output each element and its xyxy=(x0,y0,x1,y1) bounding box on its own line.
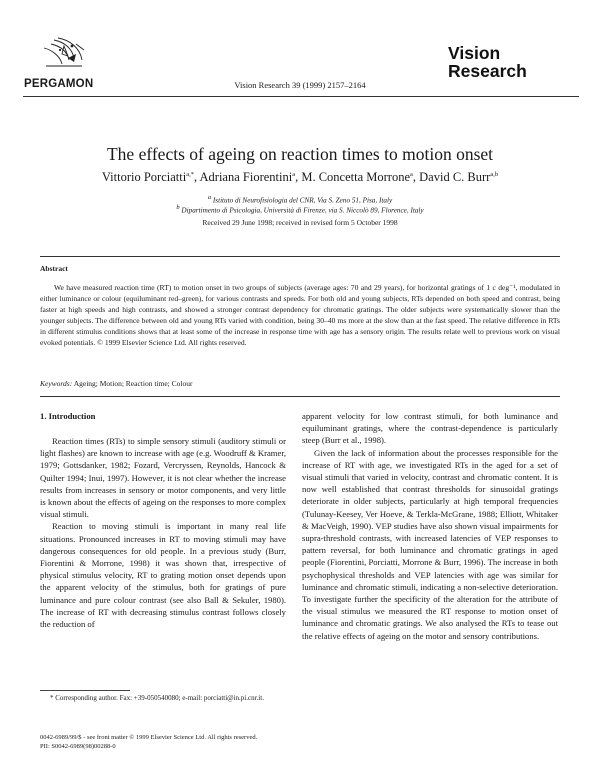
footnote-rule xyxy=(40,690,130,691)
author-affiliation-marker: a xyxy=(292,170,296,178)
author-affiliation-marker: a,* xyxy=(186,170,194,178)
section-heading: 1. Introduction xyxy=(40,411,96,421)
keywords xyxy=(40,379,192,388)
author-name: M. Concetta Morrone xyxy=(301,170,411,184)
affiliation-a xyxy=(0,194,600,204)
affiliation-marker: b xyxy=(176,204,180,211)
affiliation-text: Istituto di Neurofisiologia del CNR, Via S. Zeno 51, Pisa, Italy xyxy=(212,196,393,205)
author-affiliation-marker: a xyxy=(410,170,413,178)
copyright-line: 0042-6989/99/$ - see front matter © 1999 Elsevier Science Ltd. All rights reserved. xyxy=(40,734,258,741)
author-name: Adriana Fiorentini xyxy=(199,170,293,184)
author-separator: , xyxy=(295,170,302,184)
author-list xyxy=(0,170,600,185)
header-rule xyxy=(23,96,579,97)
affiliation-b xyxy=(0,204,600,214)
keywords-label: Keywords: xyxy=(40,379,73,388)
left-column xyxy=(40,435,286,630)
body-paragraph: Given the lack of information about the processes responsible for the increase of RT with age, we investigated RTs in the aged for a set of visual stimuli that varied in velocity, contrast and chromatic content. It is now well established that contrast thresholds for sinusoidal gratings deteriorate in older subjects, particularly at high temporal frequencies (Tulunay-Keesey, Ver Hoeve, & Terkla-McGrane, 1988; Elliott, Whitaker & MacVeigh, 1990). VEP studies have also shown visual impairments for supra-threshold contrasts, with increased latencies of VEP responses to pattern reversal, for both luminance and chromatic gratings in aged people (Fiorentini, Porciatti, Morrone & Burr, 1996). The increase in both psychophysical thresholds and VEP latencies with age was similar for luminance and chromatic stimuli, indicating a non-selective deterioration. To investigate further the specificity of the alteration for the attribute of the visual stimulus we measured the RT response to motion onset of luminance and chromatic gratings. We also analysed the RTs to tease out the relative effects of ageing on the motor and sensory contributions. xyxy=(302,447,558,641)
abstract-text: We have measured reaction time (RT) to motion onset in two groups of subjects (average ages: 70 and 29 years), for horizontal gratings of 1 c deg⁻¹, modulated in either luminance or colour (equiluminant red–green), for various contrasts and speeds. For both old and young subjects, RTs depended on both speed and contrast, being faster at high speeds and high contrasts, and showed a stronger contrast dependency for chromatic gratings. The older subjects were systematically slower than the younger subjects. The difference between old and young RTs varied with condition, being 30–40 ms more at the slow than at the fast speed. The relative difference in RTs in different stimulus conditions shows that at least some of the increase in response time with age has a sensory origin. The results relate well to previous work on visual evoked potentials. © 1999 Elsevier Science Ltd. All rights reserved. xyxy=(40,283,560,348)
affiliation-text: Dipartimento di Psicologia, Università di Firenze, via S. Niccolò 89, Florence, Italy xyxy=(181,206,424,215)
abstract-heading: Abstract xyxy=(40,264,68,273)
journal-reference: Vision Research 39 (1999) 2157–2164 xyxy=(234,80,366,90)
journal-title-line2: Research xyxy=(448,61,527,81)
abstract-bottom-rule xyxy=(40,396,560,397)
keywords-list: Ageing; Motion; Reaction time; Colour xyxy=(73,379,193,388)
abstract-top-rule xyxy=(40,256,560,257)
pii-line: PII: S0042-6989(98)00288-0 xyxy=(40,743,116,750)
author-separator: , xyxy=(412,170,420,184)
body-paragraph: Reaction to moving stimuli is important in many real life situations. Pronounced increases in RT to moving stimuli may have dangerous consequences for old people. In a previous study (Burr, Fiorentini & Morrone, 1998) it was shown that, irrespective of physical stimulus velocity, RT to grating motion onset depends upon the apparent velocity of the stimulus, both for gratings of pure luminance and pure colour contrast (see also Ball & Sekuler, 1980). The increase of RT with decreasing stimulus contrast follows closely the reduction of xyxy=(40,521,286,630)
body-paragraph-continued: apparent velocity for low contrast stimuli, for both luminance and equiluminant gratings, where the contrast-dependence is particularly steep (Burr et al., 1998). xyxy=(302,411,558,446)
article-title: The effects of ageing on reaction times to motion onset xyxy=(106,144,494,164)
journal-title xyxy=(448,44,527,80)
body-paragraph: Reaction times (RTs) to simple sensory stimuli (auditory stimuli or light flashes) are known to increase with age (e.g. Woodruff & Kramer, 1979; Gottsdanker, 1982; Fozard, Vercryssen, Reynolds, Hancock & Quilter 1994; Inui, 1997). However, it is not clear whether the increase results from increases in sensory or motor components, and very little is known about the effects of ageing on the responses to more complex visual stimuli. xyxy=(40,436,286,520)
author-separator: , xyxy=(193,170,200,184)
author-name: David C. Burr xyxy=(419,170,491,184)
affiliation-marker: a xyxy=(207,194,212,201)
journal-title-line1: Vision xyxy=(448,43,501,63)
publisher-name: PERGAMON xyxy=(24,78,94,90)
author-affiliation-marker: a,b xyxy=(490,170,499,178)
author-name: Vittorio Porciatti xyxy=(101,170,187,184)
right-column xyxy=(302,410,558,642)
corresponding-author-footnote: * Corresponding author. Fax: +39-050540080; e-mail: porciatti@in.pi.cnr.it. xyxy=(50,694,264,702)
received-dates: Received 29 June 1998; received in revised form 5 October 1998 xyxy=(202,218,398,227)
